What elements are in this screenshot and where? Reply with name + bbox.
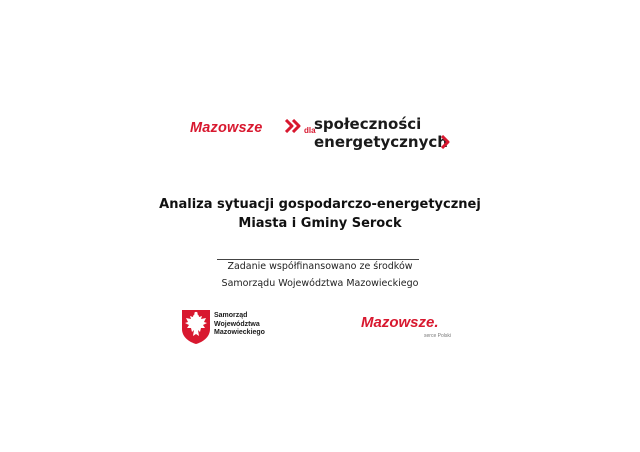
mazowsze-serce-logo <box>361 314 471 344</box>
mazowsze-tagline: serce Polski <box>424 333 451 339</box>
funding-note-line2: Samorządu Województwa Mazowieckiego <box>221 278 419 289</box>
logo-line1: społeczności <box>314 115 422 133</box>
divider <box>217 259 419 260</box>
samorzad-logo-text <box>214 312 265 338</box>
document-title-line1: Analiza sytuacji gospodarczo-energetycznej <box>159 197 481 212</box>
samorzad-line1: Samorząd <box>214 312 248 319</box>
samorzad-logo <box>181 309 291 345</box>
chevron-right-icon <box>440 135 450 149</box>
mazowsze-brand: Mazowsze <box>190 120 263 136</box>
dla-prefix: dla <box>304 126 316 135</box>
eagle-shield-icon <box>181 309 211 345</box>
samorzad-line2: Województwa <box>214 320 260 328</box>
double-chevron-icon <box>284 119 302 133</box>
document-title-line2: Miasta i Gminy Serock <box>238 216 402 231</box>
mazowsze-brand-2: Mazowsze. <box>361 314 439 331</box>
samorzad-line3: Mazowieckiego <box>214 329 265 336</box>
funding-note-line1: Zadanie współfinansowano ze środków <box>227 261 413 272</box>
logo-line2: energetycznych <box>314 133 448 151</box>
